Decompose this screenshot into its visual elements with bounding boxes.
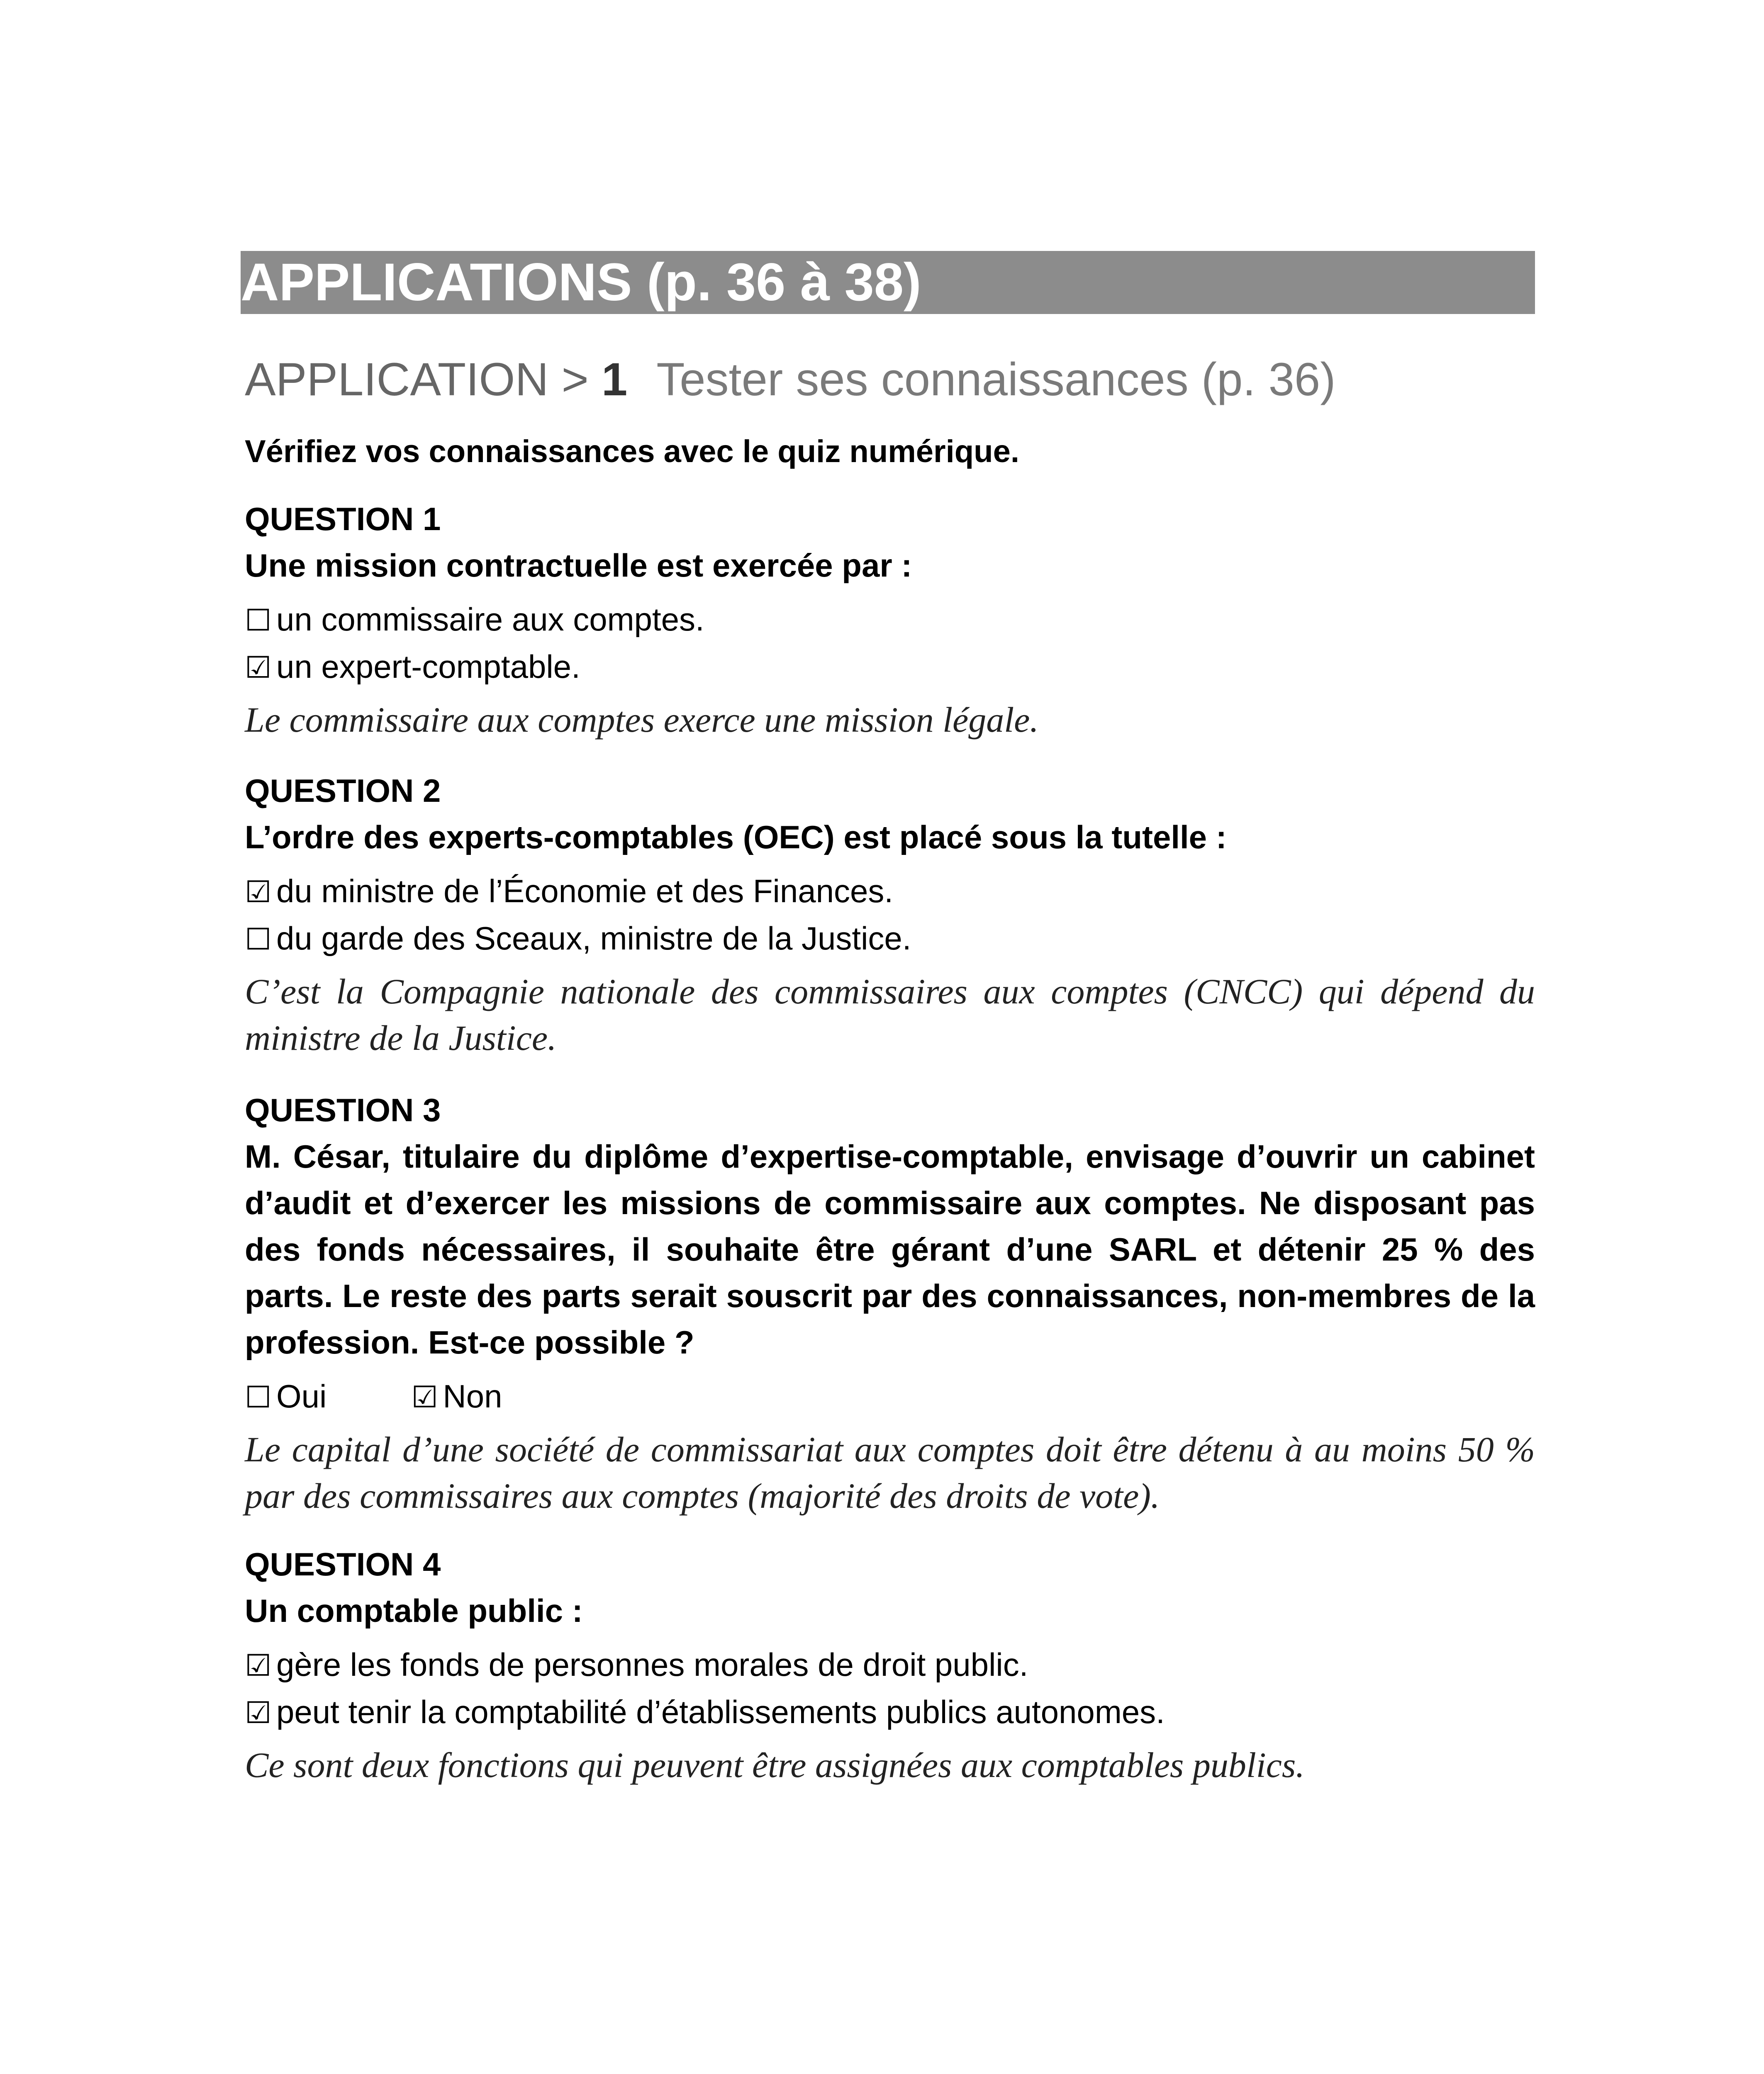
checkbox-checked-icon[interactable]: ☑: [245, 874, 272, 909]
question-4: [245, 1541, 1535, 1788]
answer-explanation: Le capital d’une société de commissariat aux comptes doit être détenu à au moins 50 % par des commissaires aux comptes (majorité des droits de vote).: [245, 1429, 1535, 1516]
question-title: QUESTION 4: [245, 1546, 441, 1582]
application-subtitle: Tester ses connaissances (p. 36): [656, 353, 1336, 405]
checkbox-checked-icon[interactable]: ☑: [245, 1695, 272, 1730]
checkbox-empty-icon[interactable]: ☐: [245, 603, 272, 638]
question-title: QUESTION 3: [245, 1092, 441, 1128]
option-item[interactable]: [245, 1373, 326, 1420]
checkbox-empty-icon[interactable]: ☐: [245, 922, 272, 957]
application-prefix: APPLICATION >: [245, 353, 602, 405]
option-item[interactable]: [245, 1689, 1535, 1736]
option-item[interactable]: [245, 643, 1535, 691]
answer-explanation: Le commissaire aux comptes exerce une mission légale.: [245, 700, 1039, 740]
option-row: [245, 1366, 1535, 1420]
option-label: du ministre de l’Économie et des Finances.: [276, 873, 894, 909]
question-text: Une mission contractuelle est exercée par :: [245, 547, 912, 584]
checkbox-empty-icon[interactable]: ☐: [245, 1380, 272, 1414]
question-2: [245, 767, 1535, 1061]
checkbox-checked-icon[interactable]: ☑: [245, 1648, 272, 1683]
question-1: [245, 496, 1535, 743]
answer-explanation: C’est la Compagnie nationale des commissaires aux comptes (CNCC) qui dépend du ministre de la Justice.: [245, 971, 1535, 1058]
option-item[interactable]: [245, 915, 1535, 962]
application-number: 1: [601, 353, 628, 405]
question-text: L’ordre des experts-comptables (OEC) est placé sous la tutelle :: [245, 819, 1227, 855]
option-label: un commissaire aux comptes.: [276, 601, 704, 638]
section-banner: [241, 251, 1535, 314]
option-label: Non: [443, 1378, 502, 1414]
answer-explanation: Ce sont deux fonctions qui peuvent être assignées aux comptables publics.: [245, 1745, 1305, 1785]
question-title: QUESTION 1: [245, 501, 441, 537]
document-page: [241, 0, 1535, 2074]
option-label: gère les fonds de personnes morales de droit public.: [276, 1646, 1028, 1683]
application-heading: [245, 353, 1336, 406]
option-label: du garde des Sceaux, ministre de la Justice.: [276, 920, 911, 957]
option-item[interactable]: [411, 1373, 502, 1420]
question-text: Un comptable public :: [245, 1592, 583, 1629]
option-item[interactable]: [245, 868, 1535, 915]
instruction-text: Vérifiez vos connaissances avec le quiz numérique.: [245, 434, 1019, 469]
checkbox-checked-icon[interactable]: ☑: [245, 650, 272, 685]
option-label: un expert-comptable.: [276, 648, 580, 685]
option-label: Oui: [276, 1378, 327, 1414]
section-title: APPLICATIONS (p. 36 à 38): [241, 253, 921, 312]
question-title: QUESTION 2: [245, 772, 441, 809]
checkbox-checked-icon[interactable]: ☑: [411, 1380, 438, 1414]
option-item[interactable]: [245, 596, 1535, 643]
option-item[interactable]: [245, 1641, 1535, 1689]
question-text: M. César, titulaire du diplôme d’expertise-comptable, envisage d’ouvrir un cabinet d’audit et d’exercer les missions de commissaire aux comptes. Ne disposant pas des fonds nécessaires, il souhaite être gérant d’une SARL et détenir 25 % des parts. Le reste des parts serait souscrit par des connaissances, non-membres de la profession. Est-ce possible ?: [245, 1138, 1535, 1361]
question-3: [245, 1087, 1535, 1519]
option-label: peut tenir la comptabilité d’établissements publics autonomes.: [276, 1694, 1165, 1730]
